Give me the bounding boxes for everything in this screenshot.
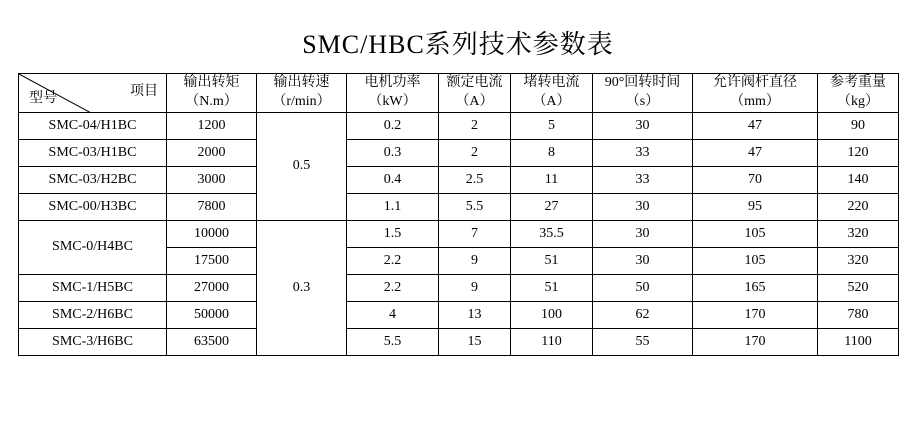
header-line1: 参考重量 — [830, 75, 886, 90]
cell-stem-diameter: 165 — [693, 274, 818, 301]
cell-reference-weight: 140 — [818, 166, 899, 193]
cell-stem-diameter: 105 — [693, 247, 818, 274]
cell-rated-current: 5.5 — [439, 193, 511, 220]
header-rotation-time — [593, 74, 693, 113]
cell-output-torque: 27000 — [167, 274, 257, 301]
header-line1: 允许阀杆直径 — [713, 75, 797, 90]
cell-rated-current: 2 — [439, 139, 511, 166]
cell-model: SMC-2/H6BC — [19, 301, 167, 328]
cell-rated-current: 15 — [439, 328, 511, 355]
header-line1: 堵转电流 — [523, 75, 580, 90]
corner-model-label: 型号 — [29, 90, 57, 106]
header-line2: （s） — [625, 93, 660, 109]
cell-rated-current: 2 — [439, 112, 511, 139]
header-output-speed — [257, 74, 347, 113]
page-title: SMC/HBC系列技术参数表 — [302, 30, 614, 59]
cell-output-torque: 50000 — [167, 301, 257, 328]
cell-reference-weight: 1100 — [818, 328, 899, 355]
cell-rated-current: 9 — [439, 247, 511, 274]
cell-rotation-time: 33 — [593, 139, 693, 166]
cell-model: SMC-3/H6BC — [19, 328, 167, 355]
cell-stall-current: 8 — [511, 139, 593, 166]
header-line1: 电机功率 — [364, 75, 421, 90]
cell-model: SMC-03/H1BC — [19, 139, 167, 166]
cell-model: SMC-03/H2BC — [19, 166, 167, 193]
cell-motor-power: 2.2 — [347, 274, 439, 301]
header-line2: （r/min） — [272, 93, 331, 109]
cell-output-speed-group-2: 0.3 — [257, 220, 347, 355]
cell-rotation-time: 33 — [593, 166, 693, 193]
cell-reference-weight: 320 — [818, 247, 899, 274]
header-line1: 输出转速 — [273, 75, 330, 90]
cell-motor-power: 1.5 — [347, 220, 439, 247]
table-row — [19, 220, 899, 247]
cell-rated-current: 13 — [439, 301, 511, 328]
table-header-row — [19, 74, 899, 113]
cell-stall-current: 51 — [511, 274, 593, 301]
header-line2: （A） — [532, 93, 571, 109]
cell-motor-power: 0.2 — [347, 112, 439, 139]
cell-stall-current: 11 — [511, 166, 593, 193]
cell-stem-diameter: 70 — [693, 166, 818, 193]
cell-model: SMC-1/H5BC — [19, 274, 167, 301]
table-row — [19, 301, 899, 328]
cell-output-torque: 17500 — [167, 247, 257, 274]
cell-stall-current: 5 — [511, 112, 593, 139]
cell-output-torque: 1200 — [167, 112, 257, 139]
cell-model: SMC-0/H4BC — [19, 220, 167, 274]
header-line2: （A） — [455, 93, 494, 109]
cell-output-torque: 3000 — [167, 166, 257, 193]
cell-motor-power: 0.3 — [347, 139, 439, 166]
header-line2: （N.m） — [185, 93, 238, 109]
cell-motor-power: 1.1 — [347, 193, 439, 220]
cell-stall-current: 35.5 — [511, 220, 593, 247]
cell-rotation-time: 30 — [593, 193, 693, 220]
cell-reference-weight: 780 — [818, 301, 899, 328]
cell-stem-diameter: 170 — [693, 301, 818, 328]
cell-rated-current: 9 — [439, 274, 511, 301]
cell-stall-current: 27 — [511, 193, 593, 220]
cell-motor-power: 0.4 — [347, 166, 439, 193]
header-line1: 90°回转时间 — [604, 75, 681, 90]
header-line2: （kW） — [368, 93, 417, 109]
cell-rotation-time: 55 — [593, 328, 693, 355]
table-container — [0, 73, 916, 356]
cell-reference-weight: 220 — [818, 193, 899, 220]
cell-output-torque: 63500 — [167, 328, 257, 355]
cell-rotation-time: 62 — [593, 301, 693, 328]
cell-model: SMC-00/H3BC — [19, 193, 167, 220]
table-row — [19, 274, 899, 301]
corner-header-cell — [19, 74, 167, 113]
header-motor-power — [347, 74, 439, 113]
cell-stall-current: 100 — [511, 301, 593, 328]
cell-stem-diameter: 105 — [693, 220, 818, 247]
cell-stall-current: 110 — [511, 328, 593, 355]
spec-table — [18, 73, 899, 356]
header-stall-current — [511, 74, 593, 113]
header-line1: 额定电流 — [446, 75, 503, 90]
cell-motor-power: 4 — [347, 301, 439, 328]
table-row — [19, 166, 899, 193]
table-row — [19, 193, 899, 220]
header-line2: （mm） — [730, 93, 780, 109]
cell-reference-weight: 320 — [818, 220, 899, 247]
cell-stem-diameter: 47 — [693, 139, 818, 166]
cell-motor-power: 5.5 — [347, 328, 439, 355]
table-row — [19, 328, 899, 355]
header-rated-current — [439, 74, 511, 113]
cell-output-torque: 2000 — [167, 139, 257, 166]
cell-rated-current: 7 — [439, 220, 511, 247]
header-line2: （kg） — [837, 93, 879, 109]
corner-item-label: 项目 — [130, 84, 158, 99]
cell-reference-weight: 90 — [818, 112, 899, 139]
cell-output-torque: 7800 — [167, 193, 257, 220]
cell-rated-current: 2.5 — [439, 166, 511, 193]
header-output-torque — [167, 74, 257, 113]
cell-model: SMC-04/H1BC — [19, 112, 167, 139]
cell-stem-diameter: 170 — [693, 328, 818, 355]
cell-rotation-time: 30 — [593, 247, 693, 274]
cell-reference-weight: 520 — [818, 274, 899, 301]
cell-stem-diameter: 47 — [693, 112, 818, 139]
table-row — [19, 112, 899, 139]
cell-rotation-time: 30 — [593, 112, 693, 139]
header-stem-diameter — [693, 74, 818, 113]
header-reference-weight — [818, 74, 899, 113]
cell-rotation-time: 50 — [593, 274, 693, 301]
table-row — [19, 139, 899, 166]
cell-rotation-time: 30 — [593, 220, 693, 247]
cell-stall-current: 51 — [511, 247, 593, 274]
cell-reference-weight: 120 — [818, 139, 899, 166]
cell-output-speed-group-1: 0.5 — [257, 112, 347, 220]
cell-motor-power: 2.2 — [347, 247, 439, 274]
cell-output-torque: 10000 — [167, 220, 257, 247]
header-line1: 输出转矩 — [183, 75, 240, 90]
cell-stem-diameter: 95 — [693, 193, 818, 220]
